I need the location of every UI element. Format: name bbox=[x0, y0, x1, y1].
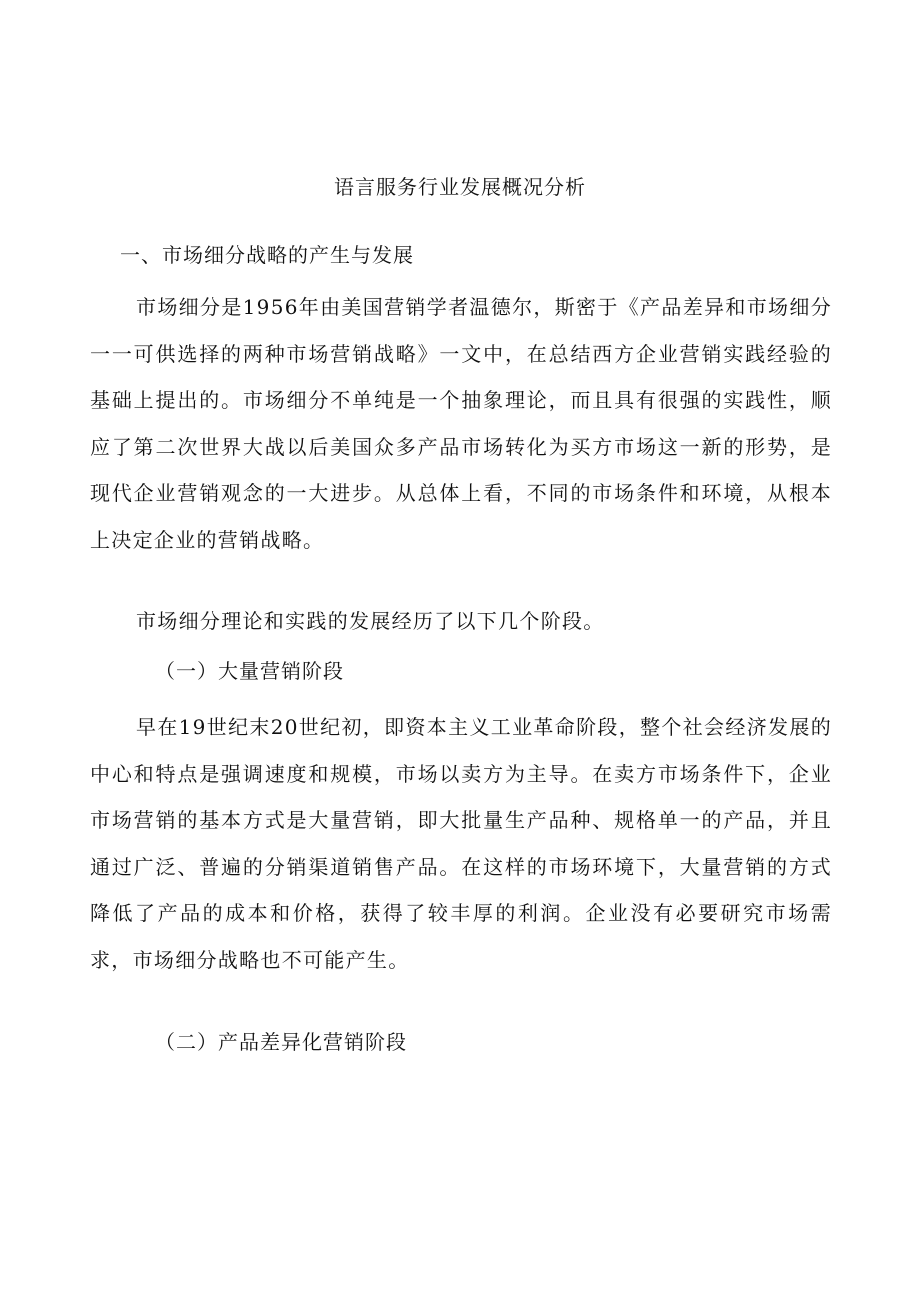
body-paragraph: 市场细分是1956年由美国营销学者温德尔，斯密于《产品差异和市场细分一一可供选择的两种市场营销战略》一文中，在总结西方企业营销实践经验的基础上提出的。市场细分不单纯是一个抽象理论，而且具有很强的实践性，顺应了第二次世界大战以后美国众多产品市场转化为买方市场这一新的形势，是现代企业营销观念的一大进步。从总体上看，不同的市场条件和环境，从根本上决定企业的营销战略。 bbox=[90, 295, 832, 552]
section-heading: 一、市场细分战略的产生与发展 bbox=[120, 243, 414, 267]
body-paragraph: 市场细分理论和实践的发展经历了以下几个阶段。 bbox=[136, 609, 605, 633]
subsection-heading: （二）产品差异化营销阶段 bbox=[155, 1030, 407, 1054]
body-paragraph: 早在19世纪末20世纪初，即资本主义工业革命阶段，整个社会经济发展的中心和特点是强调速度和规模，市场以卖方为主导。在卖方市场条件下，企业市场营销的基本方式是大量营销，即大批量生产品种、规格单一的产品，并且通过广泛、普遍的分销渠道销售产品。在这样的市场环境下，大量营销的方式降低了产品的成本和价格，获得了较丰厚的利润。企业没有必要研究市场需求，市场细分战略也不可能产生。 bbox=[90, 715, 832, 972]
document-title: 语言服务行业发展概况分析 bbox=[334, 175, 586, 199]
subsection-heading: （一）大量营销阶段 bbox=[155, 659, 344, 683]
